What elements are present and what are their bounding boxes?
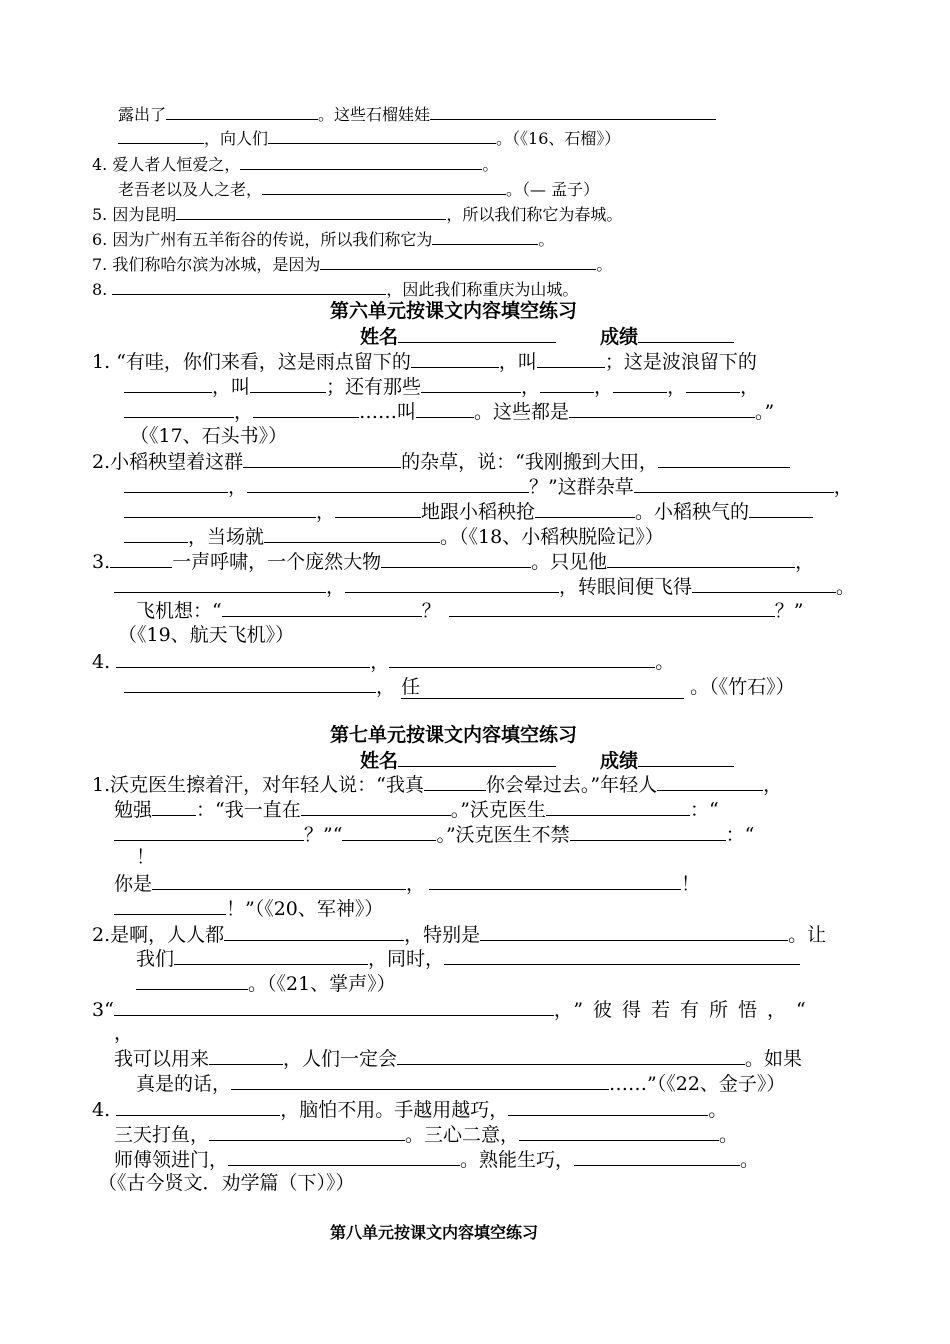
q6-3-line-1: 3. 一声呼啸，一个庞然大物 。只见他 ， [92,551,815,573]
blank[interactable] [224,925,404,941]
blank[interactable] [114,899,226,915]
blank[interactable] [114,577,326,593]
blank[interactable] [320,254,596,270]
blank[interactable] [613,377,667,393]
unit6-name-score: 姓名 成绩 [360,327,734,347]
blank[interactable] [335,502,421,518]
line-8: 8. ，因此我们称重庆为山城。 [92,280,579,299]
blank[interactable] [389,652,655,668]
line-6: 6. 因为广州有五羊衔谷的传说，所以我们称它为 。 [92,230,555,249]
q7-1-line-5: 你是 ， ！ [114,873,701,895]
blank[interactable] [429,874,681,890]
q7-4-source: （《古今贤文．劝学篇（下）》） [98,1172,355,1194]
q6-4-line-2: ， 任 。（《竹石》） [124,677,795,697]
blank[interactable] [569,402,755,418]
blank[interactable] [657,775,763,791]
q7-1-line-1: 1.沃克医生擦着汗，对年轻人说：“我真 你会晕过去。”年轻人 ， [92,774,783,796]
blank[interactable] [749,502,813,518]
q6-3-source: （《19、航天飞机》） [118,624,295,646]
q6-2-line-4: ，当场就 。（《18、小稻秧脱险记》） [124,527,664,547]
line-3: 4. 爱人者人恒爱之， 。 [92,155,499,174]
blank[interactable] [228,1150,460,1166]
q6-2-line-2: ， ？”这群杂草 ， [124,477,853,497]
blank[interactable] [247,477,529,493]
blank[interactable] [174,949,368,965]
q6-2-line-1: 2.小稻秧望着这群 的杂草，说：“我刚搬到大田， [92,452,790,472]
blank[interactable] [250,377,326,393]
q7-4-line-2: 三天打鱼， 。三心二意， 。 [114,1124,739,1146]
unit7-title: 第七单元按课文内容填空练习 [330,724,578,746]
blank[interactable] [253,402,359,418]
blank[interactable] [124,527,188,543]
q7-1-line-2: 勉强 ：“我一直在 。”沃克医生 ：“ [114,799,719,821]
blank[interactable] [264,527,440,543]
blank[interactable] [262,179,506,195]
blank[interactable] [540,377,594,393]
q6-3-line-2: ， ，转眼间便飞得 。 [114,577,855,597]
blank[interactable] [546,800,690,816]
blank[interactable] [432,229,538,245]
blank[interactable] [114,1000,554,1016]
line-2: ，向人们 。（《16、石榴》） [118,128,620,147]
q7-2-line-2: 我们 ，同时， [136,949,800,969]
blank[interactable] [535,502,635,518]
q7-4-line-1: 4. ，脑怕不用。手越用越巧， 。 [92,1099,728,1121]
blank[interactable] [692,577,836,593]
q7-2-line-3: 。（《21、掌声》） [136,974,396,994]
blank[interactable] [240,154,482,170]
blank[interactable] [118,128,204,144]
blank[interactable] [268,128,496,144]
blank[interactable] [136,974,248,990]
blank[interactable] [449,601,775,617]
q7-1-line-6: ！”（《20、军神》） [114,899,383,919]
blank[interactable] [658,452,790,468]
blank[interactable] [634,477,834,493]
unit6-title: 第六单元按课文内容填空练习 [330,300,578,322]
q6-2-line-3: ， 地跟小稻秧抢 。小稻秧气的 [124,502,813,522]
blank[interactable] [686,377,740,393]
q7-4-line-3: 师傅领进门， 。熟能生巧， 。 [114,1149,760,1171]
blank[interactable] [116,1100,280,1116]
blank[interactable] [416,402,474,418]
q7-2-line-1: 2.是啊，人人都 ，特别是 。让 [92,924,827,946]
blank[interactable] [301,800,451,816]
blank[interactable] [114,825,304,841]
q6-4-line-1: 4. ， 。 [92,651,675,673]
blank[interactable] [124,677,376,693]
line-7: 7. 我们称哈尔滨为冰城，是因为 。 [92,255,613,274]
blank[interactable] [537,352,605,368]
blank[interactable] [430,104,716,120]
blank[interactable] [381,552,531,568]
blank[interactable] [480,925,788,941]
q6-1-line-2: ，叫 ；还有那些 ， ， ， ， [124,377,759,397]
blank[interactable] [124,402,234,418]
unit7-name-score: 姓名 成绩 [360,751,734,771]
line-4: 老吾老以及人之老， 。（— 孟子） [118,180,600,199]
blank[interactable] [166,104,318,120]
blank[interactable] [508,1100,708,1116]
blank[interactable] [209,1125,405,1141]
blank[interactable] [421,377,521,393]
blank[interactable] [124,377,212,393]
q7-3-line-4: 真是的话， ……”（《22、金子》） [136,1073,786,1095]
name-field[interactable] [398,327,556,343]
blank[interactable] [397,1049,745,1065]
q7-1-line-4: ！ [136,846,156,868]
blank[interactable] [243,452,401,468]
q7-3-line-3: 我可以用来 ，人们一定会 。如果 [114,1048,803,1070]
name-field[interactable] [398,751,556,767]
blank[interactable] [209,1049,283,1065]
blank[interactable] [342,825,436,841]
q6-1-source: （《17、石头书》） [130,425,288,447]
q6-1-line-3: ， ……叫 。这些都是 。” [124,402,774,422]
blank[interactable] [411,352,499,368]
blank[interactable] [124,477,228,493]
blank[interactable] [116,652,370,668]
unit8-title: 第八单元按课文内容填空练习 [330,1223,539,1242]
q7-3-line-2: ， [114,1022,134,1044]
q7-3-line-1: 3“ ，”彼得若有所悟，“ [92,999,816,1021]
blank[interactable] [176,204,446,220]
blank[interactable] [574,1150,740,1166]
q6-1-line-1: 1. “有哇，你们来看，这是雨点留下的 ，叫 ；这是波浪留下的 [92,351,757,373]
blank[interactable] [110,552,172,568]
blank[interactable] [345,577,559,593]
score-field[interactable] [638,751,734,767]
blank[interactable] [112,279,386,295]
blank[interactable] [570,825,726,841]
q7-1-line-3: ？”“ 。”沃克医生不禁 ：“ [114,825,754,845]
blank[interactable] [424,775,486,791]
blank[interactable] [444,949,800,965]
score-field[interactable] [638,327,734,343]
blank[interactable] [152,874,406,890]
blank[interactable] [607,552,795,568]
blank[interactable] [124,502,316,518]
blank[interactable] [519,1125,719,1141]
blank[interactable] [152,800,196,816]
q6-3-line-3: 飞机想：“ ？ ？” [136,600,804,622]
blank[interactable] [222,601,422,617]
line-1: 露出了 。这些石榴娃娃 [118,104,716,123]
blank[interactable] [231,1074,609,1090]
line-5: 5. 因为昆明 ，所以我们称它为春城。 [92,205,623,224]
